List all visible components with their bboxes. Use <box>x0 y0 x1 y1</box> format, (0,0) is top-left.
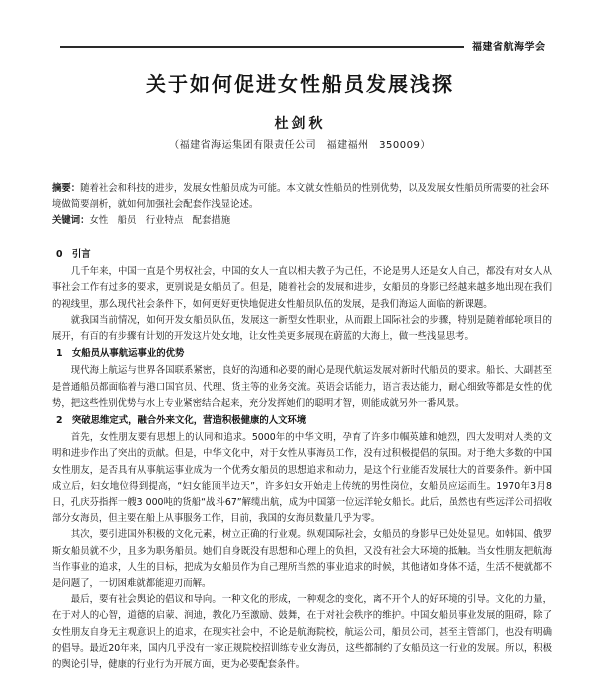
keywords <box>52 213 552 229</box>
section-heading-introduction: 0 引言 <box>56 249 91 260</box>
article-author: 杜剑秋 <box>274 116 326 132</box>
body-paragraph: 几千年来，中国一直是个男权社会，中国的女人一直以相夫教子为己任，不论是男人还是女人自己，都没有对女人从事社会工作有过多的要求，更别说是女船员了。但是，随着社会的发展和进步，女船员的身影已经越来越多地出现在我们的视线里，那么现代社会条件下，如何更好更快地促进女性船员队伍的发展，是我们海运人面临的新课题。 <box>52 266 552 310</box>
abstract-text: 随着社会和科技的进步，发展女性船员成为可能。本文就女性船员的性别优势，以及发展女性船员所需要的社会环境做简要剖析，就如何加强社会配套作浅显论述。 <box>52 183 549 210</box>
keywords-text: 女性 船员 行业特点 配套措施 <box>89 215 231 226</box>
section-heading-advantages: 1 女船员从事航运事业的优势 <box>56 348 185 360</box>
author-affiliation: （福建省海运集团有限责任公司 福建福州 350009） <box>169 140 431 151</box>
article-title: 关于如何促进女性船员发展浅探 <box>146 72 454 96</box>
section-heading-culture: 2 突破思维定式，融合外来文化，营造积极健康的人文环境 <box>56 415 307 427</box>
abstract <box>52 181 552 213</box>
body-paragraph: 最后，要有社会舆论的倡议和导向。一种文化的形成，一种观念的变化，离不开个人的好环境的引导。文化的力量，在于对人的心智，道德的启蒙、润迪，教化乃至激励、鼓舞，在于对社会秩序的维护。中国女船员事业发展的阻碍，除了女性朋友自身无主观意识上的追求，在现实社会中，不论是航海院校，航运公司，船员公司，甚至主管部门，也没有明确的倡导。最近20年来，国内几乎没有一家正规院校招训练专业女海员，这些都制约了女船员这一行业的发展。所以，积极的舆论引导，健康的行业行为开展方面，更为必要配套条件。 <box>52 594 552 671</box>
header-rule <box>60 46 464 48</box>
body-paragraph: 首先，女性朋友要有思想上的认同和追求。5000年的中华文明，孕育了许多巾帼英雄和她烈，四大发明对人类的文明和进步作出了突出的贡献。但是，中华文化中，对于女性从事海员工作，没有过积极提倡的氛围。对于绝大多数的中国女性朋友，是否具有从事航运事业成为一个优秀女船员的思想追求和动力，是这个行业能否发展壮大的首要条件。新中国成立后，妇女地位得到提高，“妇女能顶半边天”，许多妇女开始走上传统的男性岗位，女船员应运而生。1970年3月8日，孔庆芬指挥一艘3 000吨的货船“战斗67”解缆出航，成为中国第一位远洋轮女船长。此后，虽然也有些远洋公司招收部分女海员，但主要在船上从事服务工作，目前，我国的女海员数量几乎为零。 <box>52 432 552 525</box>
journal-header: 福建省航海学会 <box>472 42 546 53</box>
body-paragraph: 现代海上航运与世界各国联系紧密，良好的沟通和必要的耐心是现代航运发展对新时代船员的要求。船长、大副甚至是普通船员都面临着与港口国官员、代理、货主等的业务交流。英语会话能力，语言表达能力，耐心细致等都是女性的优势，把这些性别优势与水上专业紧密结合起来，充分发挥她们的聪明才智，则能成就另外一番风景。 <box>52 365 552 409</box>
article-body <box>52 246 552 673</box>
abstract-label: 摘要： <box>52 183 81 194</box>
keywords-label: 关键词： <box>52 215 90 226</box>
body-paragraph: 就我国当前情况，如何开发女船员队伍，发展这一新型女性职业，从而跟上国际社会的步骤，特别是随着邮轮项目的展开，有百的有步骤有计划的开发这片处女地，让女性美更多展现在蔚蓝的大海上，做一些浅显思考。 <box>52 314 552 343</box>
body-paragraph: 其次，要引进国外积极的文化元素，树立正确的行业观。纵观国际社会，女船员的身影早已处处显见。如韩国、俄罗斯女船员就不少，且多为职务船员。她们自身既没有思想和心理上的负担，又没有社会大环境的抵触。当女性朋友把航海当作事业的追求，人生的目标，把成为女船员作为自己理所当然的事业追求的时候，其他诸如身体不适，生活不便就都不是问题了，一切困难就都能迎刃而解。 <box>52 529 552 590</box>
